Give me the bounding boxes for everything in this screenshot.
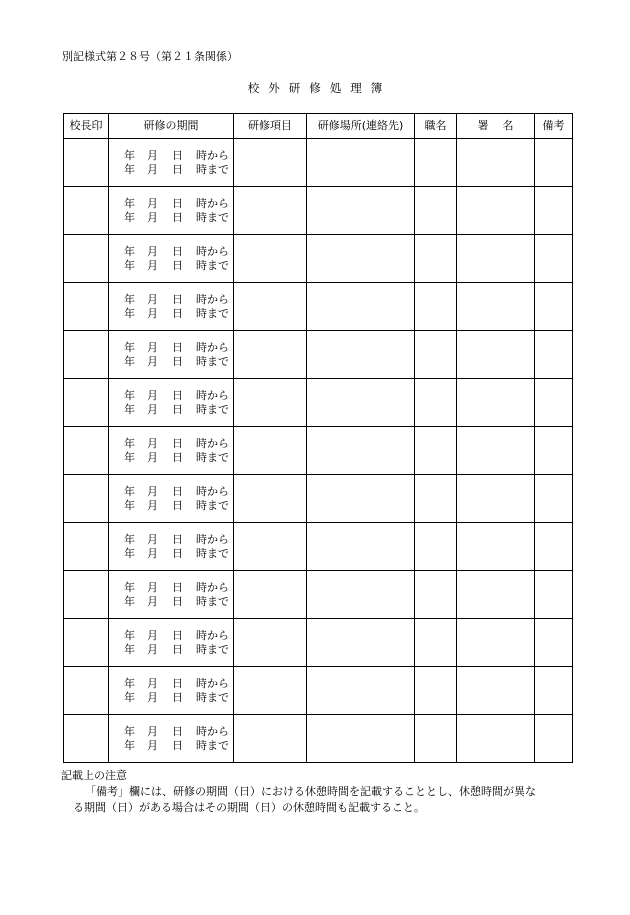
period-month-label: 月 xyxy=(147,388,158,402)
signature-cell[interactable] xyxy=(457,139,535,187)
period-day-label: 日 xyxy=(172,450,183,464)
period-year-label: 年 xyxy=(124,258,135,272)
period-year-label: 年 xyxy=(124,340,135,354)
period-from-label: 時から xyxy=(196,340,229,354)
period-year-label: 年 xyxy=(124,546,135,560)
period-until-line xyxy=(109,211,233,225)
position-cell[interactable] xyxy=(415,139,457,187)
period-year-label: 年 xyxy=(124,292,135,306)
period-year-label: 年 xyxy=(124,244,135,258)
period-day-label: 日 xyxy=(172,690,183,704)
period-year-label: 年 xyxy=(124,306,135,320)
place-cell[interactable] xyxy=(307,427,415,475)
period-day-label: 日 xyxy=(172,594,183,608)
period-until-label: 時まで xyxy=(196,546,229,560)
period-month-label: 月 xyxy=(147,210,158,224)
period-day-label: 日 xyxy=(172,306,183,320)
period-year-label: 年 xyxy=(124,676,135,690)
period-cell[interactable] xyxy=(109,571,234,619)
period-day-label: 日 xyxy=(172,244,183,258)
period-cell[interactable] xyxy=(109,667,234,715)
principal-seal-cell[interactable] xyxy=(64,715,109,763)
period-year-label: 年 xyxy=(124,162,135,176)
period-year-label: 年 xyxy=(124,724,135,738)
topic-cell[interactable] xyxy=(234,475,307,523)
remarks-cell[interactable] xyxy=(535,571,573,619)
principal-seal-cell[interactable] xyxy=(64,571,109,619)
period-until-line xyxy=(109,451,233,465)
principal-seal-cell[interactable] xyxy=(64,187,109,235)
remarks-cell[interactable] xyxy=(535,139,573,187)
period-until-label: 時まで xyxy=(196,162,229,176)
period-month-label: 月 xyxy=(147,580,158,594)
period-until-line xyxy=(109,547,233,561)
period-from-line xyxy=(109,293,233,307)
principal-seal-cell[interactable] xyxy=(64,619,109,667)
signature-cell[interactable] xyxy=(457,523,535,571)
topic-cell[interactable] xyxy=(234,715,307,763)
period-month-label: 月 xyxy=(147,450,158,464)
period-day-label: 日 xyxy=(172,196,183,210)
period-until-label: 時まで xyxy=(196,354,229,368)
place-cell[interactable] xyxy=(307,619,415,667)
period-until-label: 時まで xyxy=(196,498,229,512)
period-month-label: 月 xyxy=(147,498,158,512)
place-cell[interactable] xyxy=(307,139,415,187)
period-from-label: 時から xyxy=(196,388,229,402)
column-header-signature: 署名 xyxy=(457,114,535,139)
position-cell[interactable] xyxy=(415,715,457,763)
position-cell[interactable] xyxy=(415,427,457,475)
principal-seal-cell[interactable] xyxy=(64,667,109,715)
period-year-label: 年 xyxy=(124,738,135,752)
table-row xyxy=(64,475,573,523)
period-cell[interactable] xyxy=(109,523,234,571)
period-from-line xyxy=(109,533,233,547)
position-cell[interactable] xyxy=(415,667,457,715)
period-from-label: 時から xyxy=(196,724,229,738)
form-reference: 別記様式第２８号（第２１条関係） xyxy=(62,50,238,63)
period-from-line xyxy=(109,389,233,403)
period-month-label: 月 xyxy=(147,738,158,752)
period-cell[interactable] xyxy=(109,187,234,235)
topic-cell[interactable] xyxy=(234,235,307,283)
position-cell[interactable] xyxy=(415,619,457,667)
period-from-line xyxy=(109,197,233,211)
period-day-label: 日 xyxy=(172,532,183,546)
notes-text-line-2: る期間（日）がある場合はその期間（日）の休憩時間も記載すること。 xyxy=(73,801,425,814)
position-cell[interactable] xyxy=(415,187,457,235)
remarks-cell[interactable] xyxy=(535,331,573,379)
signature-cell[interactable] xyxy=(457,379,535,427)
position-cell[interactable] xyxy=(415,331,457,379)
period-until-line xyxy=(109,163,233,177)
period-until-line xyxy=(109,739,233,753)
topic-cell[interactable] xyxy=(234,667,307,715)
period-from-line xyxy=(109,149,233,163)
period-until-label: 時まで xyxy=(196,642,229,656)
period-cell[interactable] xyxy=(109,331,234,379)
topic-cell[interactable] xyxy=(234,523,307,571)
period-until-line xyxy=(109,355,233,369)
table-row xyxy=(64,187,573,235)
signature-cell[interactable] xyxy=(457,235,535,283)
period-year-label: 年 xyxy=(124,354,135,368)
period-from-label: 時から xyxy=(196,484,229,498)
period-day-label: 日 xyxy=(172,738,183,752)
period-until-line xyxy=(109,691,233,705)
signature-cell[interactable] xyxy=(457,619,535,667)
table-row xyxy=(64,715,573,763)
remarks-cell[interactable] xyxy=(535,667,573,715)
period-from-line xyxy=(109,245,233,259)
period-cell[interactable] xyxy=(109,283,234,331)
period-day-label: 日 xyxy=(172,388,183,402)
period-month-label: 月 xyxy=(147,676,158,690)
principal-seal-cell[interactable] xyxy=(64,427,109,475)
period-year-label: 年 xyxy=(124,436,135,450)
principal-seal-cell[interactable] xyxy=(64,475,109,523)
principal-seal-cell[interactable] xyxy=(64,139,109,187)
period-from-label: 時から xyxy=(196,628,229,642)
place-cell[interactable] xyxy=(307,379,415,427)
period-month-label: 月 xyxy=(147,292,158,306)
position-cell[interactable] xyxy=(415,475,457,523)
period-from-label: 時から xyxy=(196,580,229,594)
table-row xyxy=(64,523,573,571)
period-year-label: 年 xyxy=(124,196,135,210)
period-year-label: 年 xyxy=(124,628,135,642)
period-year-label: 年 xyxy=(124,388,135,402)
signature-cell[interactable] xyxy=(457,667,535,715)
topic-cell[interactable] xyxy=(234,187,307,235)
period-from-label: 時から xyxy=(196,148,229,162)
topic-cell[interactable] xyxy=(234,331,307,379)
remarks-cell[interactable] xyxy=(535,475,573,523)
principal-seal-cell[interactable] xyxy=(64,283,109,331)
period-until-label: 時まで xyxy=(196,738,229,752)
period-from-line xyxy=(109,629,233,643)
place-cell[interactable] xyxy=(307,571,415,619)
period-day-label: 日 xyxy=(172,354,183,368)
signature-cell[interactable] xyxy=(457,475,535,523)
column-header-principal-seal: 校長印 xyxy=(64,114,109,139)
position-cell[interactable] xyxy=(415,283,457,331)
table-row xyxy=(64,571,573,619)
period-day-label: 日 xyxy=(172,484,183,498)
place-cell[interactable] xyxy=(307,283,415,331)
period-from-line xyxy=(109,581,233,595)
table-row xyxy=(64,379,573,427)
table-row xyxy=(64,235,573,283)
signature-cell[interactable] xyxy=(457,331,535,379)
period-month-label: 月 xyxy=(147,306,158,320)
period-cell[interactable] xyxy=(109,379,234,427)
period-year-label: 年 xyxy=(124,148,135,162)
period-year-label: 年 xyxy=(124,450,135,464)
document-title: 校外研修処理簿 xyxy=(247,81,392,95)
period-year-label: 年 xyxy=(124,642,135,656)
period-month-label: 月 xyxy=(147,258,158,272)
period-day-label: 日 xyxy=(172,580,183,594)
remarks-cell[interactable] xyxy=(535,715,573,763)
signature-cell[interactable] xyxy=(457,715,535,763)
period-day-label: 日 xyxy=(172,340,183,354)
period-month-label: 月 xyxy=(147,196,158,210)
period-month-label: 月 xyxy=(147,402,158,416)
period-year-label: 年 xyxy=(124,402,135,416)
period-month-label: 月 xyxy=(147,628,158,642)
position-cell[interactable] xyxy=(415,235,457,283)
notes-text-line-1: 「備考」欄には、研修の期間（日）における休憩時間を記載することとし、休憩時間が異な xyxy=(85,785,536,798)
column-header-topic: 研修項目 xyxy=(234,114,307,139)
period-cell[interactable] xyxy=(109,235,234,283)
signature-cell[interactable] xyxy=(457,427,535,475)
period-from-line xyxy=(109,485,233,499)
period-cell[interactable] xyxy=(109,427,234,475)
period-month-label: 月 xyxy=(147,244,158,258)
table-body xyxy=(64,139,573,763)
place-cell[interactable] xyxy=(307,715,415,763)
period-until-label: 時まで xyxy=(196,258,229,272)
remarks-cell[interactable] xyxy=(535,619,573,667)
period-year-label: 年 xyxy=(124,580,135,594)
column-header-remarks: 備考 xyxy=(535,114,573,139)
period-year-label: 年 xyxy=(124,690,135,704)
remarks-cell[interactable] xyxy=(535,523,573,571)
period-month-label: 月 xyxy=(147,436,158,450)
period-cell[interactable] xyxy=(109,475,234,523)
period-month-label: 月 xyxy=(147,594,158,608)
topic-cell[interactable] xyxy=(234,619,307,667)
place-cell[interactable] xyxy=(307,523,415,571)
signature-cell[interactable] xyxy=(457,571,535,619)
topic-cell[interactable] xyxy=(234,379,307,427)
period-month-label: 月 xyxy=(147,546,158,560)
period-day-label: 日 xyxy=(172,292,183,306)
period-month-label: 月 xyxy=(147,690,158,704)
topic-cell[interactable] xyxy=(234,283,307,331)
period-year-label: 年 xyxy=(124,484,135,498)
topic-cell[interactable] xyxy=(234,571,307,619)
signature-cell[interactable] xyxy=(457,187,535,235)
period-cell[interactable] xyxy=(109,715,234,763)
period-from-label: 時から xyxy=(196,292,229,306)
principal-seal-cell[interactable] xyxy=(64,523,109,571)
period-until-label: 時まで xyxy=(196,690,229,704)
column-header-position: 職名 xyxy=(415,114,457,139)
period-from-label: 時から xyxy=(196,244,229,258)
position-cell[interactable] xyxy=(415,571,457,619)
period-until-label: 時まで xyxy=(196,306,229,320)
period-day-label: 日 xyxy=(172,258,183,272)
period-day-label: 日 xyxy=(172,724,183,738)
period-from-line xyxy=(109,677,233,691)
training-register-table xyxy=(63,113,573,763)
period-until-line xyxy=(109,403,233,417)
period-day-label: 日 xyxy=(172,436,183,450)
period-from-label: 時から xyxy=(196,196,229,210)
period-month-label: 月 xyxy=(147,354,158,368)
notes-heading: 記載上の注意 xyxy=(61,769,127,782)
position-cell[interactable] xyxy=(415,523,457,571)
period-from-label: 時から xyxy=(196,532,229,546)
table-row xyxy=(64,667,573,715)
period-day-label: 日 xyxy=(172,162,183,176)
period-day-label: 日 xyxy=(172,148,183,162)
period-until-label: 時まで xyxy=(196,594,229,608)
remarks-cell[interactable] xyxy=(535,427,573,475)
period-until-label: 時まで xyxy=(196,450,229,464)
column-header-place: 研修場所(連絡先) xyxy=(307,114,415,139)
period-from-label: 時から xyxy=(196,676,229,690)
period-day-label: 日 xyxy=(172,210,183,224)
table-row xyxy=(64,427,573,475)
period-until-line xyxy=(109,307,233,321)
period-month-label: 月 xyxy=(147,724,158,738)
remarks-cell[interactable] xyxy=(535,235,573,283)
table-header-row xyxy=(64,114,573,139)
table-row xyxy=(64,283,573,331)
period-cell[interactable] xyxy=(109,139,234,187)
period-year-label: 年 xyxy=(124,594,135,608)
place-cell[interactable] xyxy=(307,667,415,715)
principal-seal-cell[interactable] xyxy=(64,331,109,379)
period-until-line xyxy=(109,259,233,273)
period-day-label: 日 xyxy=(172,402,183,416)
period-cell[interactable] xyxy=(109,619,234,667)
period-day-label: 日 xyxy=(172,676,183,690)
period-until-line xyxy=(109,595,233,609)
table-row xyxy=(64,619,573,667)
period-from-line xyxy=(109,341,233,355)
remarks-cell[interactable] xyxy=(535,379,573,427)
remarks-cell[interactable] xyxy=(535,283,573,331)
place-cell[interactable] xyxy=(307,331,415,379)
period-month-label: 月 xyxy=(147,148,158,162)
principal-seal-cell[interactable] xyxy=(64,379,109,427)
table-row xyxy=(64,139,573,187)
period-month-label: 月 xyxy=(147,532,158,546)
period-year-label: 年 xyxy=(124,498,135,512)
topic-cell[interactable] xyxy=(234,427,307,475)
period-day-label: 日 xyxy=(172,498,183,512)
period-from-label: 時から xyxy=(196,436,229,450)
period-day-label: 日 xyxy=(172,642,183,656)
period-from-line xyxy=(109,437,233,451)
period-month-label: 月 xyxy=(147,484,158,498)
period-day-label: 日 xyxy=(172,628,183,642)
period-until-line xyxy=(109,643,233,657)
column-header-period: 研修の期間 xyxy=(109,114,234,139)
period-month-label: 月 xyxy=(147,340,158,354)
period-until-label: 時まで xyxy=(196,210,229,224)
period-from-line xyxy=(109,725,233,739)
period-until-label: 時まで xyxy=(196,402,229,416)
period-month-label: 月 xyxy=(147,162,158,176)
place-cell[interactable] xyxy=(307,475,415,523)
principal-seal-cell[interactable] xyxy=(64,235,109,283)
topic-cell[interactable] xyxy=(234,139,307,187)
period-year-label: 年 xyxy=(124,210,135,224)
period-day-label: 日 xyxy=(172,546,183,560)
signature-cell[interactable] xyxy=(457,283,535,331)
place-cell[interactable] xyxy=(307,187,415,235)
period-until-line xyxy=(109,499,233,513)
period-year-label: 年 xyxy=(124,532,135,546)
period-month-label: 月 xyxy=(147,642,158,656)
position-cell[interactable] xyxy=(415,379,457,427)
table-row xyxy=(64,331,573,379)
place-cell[interactable] xyxy=(307,235,415,283)
remarks-cell[interactable] xyxy=(535,187,573,235)
